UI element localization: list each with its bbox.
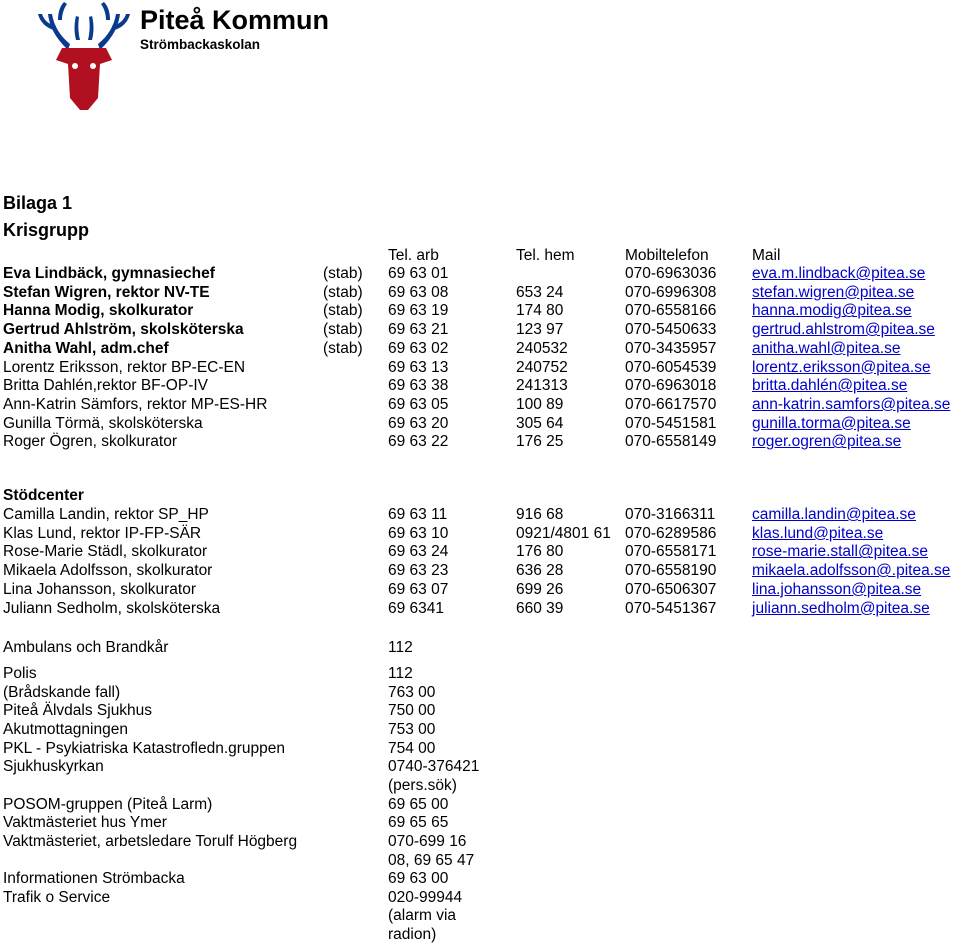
person-name: Stefan Wigren, rektor NV-TE (3, 283, 210, 301)
tel-hem: 174 80 (516, 302, 564, 320)
tel-hem: 653 24 (516, 283, 564, 301)
service-number: 763 00 (388, 684, 436, 701)
mail-link[interactable]: juliann.sedholm@pitea.se (752, 599, 930, 617)
mail-link[interactable]: hanna.modig@pitea.se (752, 302, 912, 320)
service-name: Trafik o Service (3, 889, 111, 906)
org-name: Piteå Kommun (140, 5, 330, 35)
service-name: Vaktmästeriet, arbetsledare Torulf Högberg (3, 833, 298, 850)
service-number: 020-99944 (388, 889, 463, 906)
service-number: 0740-376421 (388, 758, 480, 775)
tel-hem: 0921/4801 61 (516, 524, 611, 542)
mail-link[interactable]: mikaela.adolfsson@.pitea.se (752, 562, 951, 580)
service-name: Polis (3, 665, 37, 682)
mail-link[interactable]: gunilla.torma@pitea.se (752, 414, 911, 432)
stab-marker: (stab) (323, 302, 363, 320)
stab-marker: (stab) (323, 283, 363, 301)
tel-hem: 241313 (516, 377, 568, 395)
person-name: Roger Ögren, skolkurator (3, 433, 178, 451)
service-name: Vaktmästeriet hus Ymer (3, 814, 167, 831)
mail-link[interactable]: camilla.landin@pitea.se (752, 506, 916, 523)
mail-link[interactable]: britta.dahlén@pitea.se (752, 377, 908, 395)
mail-link[interactable]: lina.johansson@pitea.se (752, 580, 922, 598)
mail-link[interactable]: stefan.wigren@pitea.se (752, 283, 915, 301)
service-number: radion) (388, 926, 437, 943)
service-name: Piteå Älvdals Sjukhus (3, 702, 153, 719)
tel-hem: 699 26 (516, 580, 564, 598)
tel-arb: 69 63 38 (388, 377, 449, 395)
service-name: Sjukhuskyrkan (3, 758, 104, 775)
person-name: Lorentz Eriksson, rektor BP-EC-EN (3, 358, 246, 376)
tel-hem: 100 89 (516, 395, 564, 413)
mail-link[interactable]: gertrud.ahlstrom@pitea.se (752, 321, 935, 339)
person-name: Klas Lund, rektor IP-FP-SÄR (3, 524, 202, 542)
tel-hem: 176 80 (516, 543, 564, 561)
service-number: 070-699 16 (388, 833, 467, 850)
school-name: Strömbackaskolan (140, 37, 261, 52)
service-name: Informationen Strömbacka (3, 870, 185, 887)
tel-arb: 69 63 02 (388, 339, 449, 357)
tel-arb: 69 63 13 (388, 358, 449, 376)
mail-link[interactable]: klas.lund@pitea.se (752, 524, 884, 542)
mobile-phone: 070-6963036 (625, 265, 717, 282)
tel-hem: 660 39 (516, 599, 564, 617)
tel-hem: 916 68 (516, 506, 564, 523)
stab-marker: (stab) (323, 321, 363, 339)
tel-hem: 240532 (516, 339, 568, 357)
person-name: Juliann Sedholm, skolsköterska (3, 599, 221, 617)
mail-link[interactable]: lorentz.eriksson@pitea.se (752, 358, 931, 376)
tel-arb: 69 63 21 (388, 321, 449, 339)
mobile-phone: 070-6506307 (625, 580, 717, 598)
tel-arb: 69 63 24 (388, 543, 449, 561)
mobile-phone: 070-6996308 (625, 283, 717, 301)
mobile-phone: 070-3435957 (625, 339, 717, 357)
mobile-phone: 070-6054539 (625, 358, 717, 376)
mobile-phone: 070-6289586 (625, 524, 717, 542)
mail-link[interactable]: eva.m.lindback@pitea.se (752, 265, 926, 282)
service-number: 69 65 00 (388, 796, 449, 813)
person-name: Gertrud Ahlström, skolsköterska (3, 321, 244, 339)
service-number: 750 00 (388, 702, 436, 719)
service-name: Ambulans och Brandkår (3, 639, 169, 656)
service-number: (pers.sök) (388, 777, 457, 794)
service-name: PKL - Psykiatriska Katastrofledn.gruppen (3, 740, 286, 757)
stab-marker: (stab) (323, 265, 363, 282)
service-number: 753 00 (388, 721, 436, 738)
service-number: (alarm via (388, 907, 457, 924)
tel-arb: 69 63 08 (388, 283, 449, 301)
person-name: Hanna Modig, skolkurator (3, 302, 194, 320)
tel-hem: 176 25 (516, 433, 564, 451)
tel-arb: 69 63 23 (388, 562, 449, 580)
person-name: Anitha Wahl, adm.chef (3, 339, 169, 357)
tel-hem: 305 64 (516, 414, 564, 432)
mobile-phone: 070-6963018 (625, 377, 717, 395)
tel-arb: 69 63 11 (388, 506, 448, 523)
tel-arb: 69 63 20 (388, 414, 449, 432)
tel-hem: 123 97 (516, 321, 564, 339)
tel-arb: 69 63 10 (388, 524, 449, 542)
person-name: Britta Dahlén,rektor BF-OP-IV (3, 377, 209, 395)
tel-arb: 69 63 01 (388, 265, 449, 282)
service-number: 69 65 65 (388, 814, 449, 831)
person-name: Lina Johansson, skolkurator (3, 580, 197, 598)
person-name: Eva Lindbäck, gymnasiechef (3, 265, 215, 282)
service-name: POSOM-gruppen (Piteå Larm) (3, 796, 213, 813)
service-number: 69 63 00 (388, 870, 449, 887)
mobile-phone: 070-6558149 (625, 433, 717, 451)
mobile-phone: 070-6558190 (625, 562, 717, 580)
section-heading-krisgrupp: Krisgrupp (3, 220, 90, 240)
service-number: 08, 69 65 47 (388, 852, 475, 869)
stab-marker: (stab) (323, 339, 363, 357)
tel-arb: 69 6341 (388, 599, 445, 617)
mobile-phone: 070-6558166 (625, 302, 717, 320)
mobile-phone: 070-3166311 (625, 506, 716, 523)
mobile-phone: 070-5450633 (625, 321, 717, 339)
section-heading-stodcenter: Stödcenter (3, 487, 84, 504)
mail-link[interactable]: rose-marie.stall@pitea.se (752, 543, 928, 561)
service-name: (Brådskande fall) (3, 684, 121, 701)
mail-link[interactable]: ann-katrin.samfors@pitea.se (752, 395, 951, 413)
tel-hem: 240752 (516, 358, 568, 376)
mobile-phone: 070-6558171 (625, 543, 717, 561)
mobile-phone: 070-5451367 (625, 599, 717, 617)
person-name: Gunilla Törmä, skolsköterska (3, 414, 203, 432)
tel-arb: 69 63 22 (388, 433, 449, 451)
tel-arb: 69 63 19 (388, 302, 449, 320)
person-name: Mikaela Adolfsson, skolkurator (3, 562, 213, 580)
mobile-phone: 070-6617570 (625, 395, 717, 413)
tel-arb: 69 63 05 (388, 395, 449, 413)
tel-hem: 636 28 (516, 562, 564, 580)
person-name: Ann-Katrin Sämfors, rektor MP-ES-HR (3, 395, 268, 413)
mail-link[interactable]: roger.ogren@pitea.se (752, 433, 902, 451)
page-title: Bilaga 1 (3, 193, 73, 213)
service-number: 112 (388, 665, 413, 682)
col-header-tel-hem: Tel. hem (516, 247, 575, 264)
col-header-mail: Mail (752, 247, 781, 264)
col-header-mobil: Mobiltelefon (625, 247, 709, 264)
col-header-tel-arb: Tel. arb (388, 247, 439, 264)
pitea-reindeer-logo (28, 0, 140, 112)
tel-arb: 69 63 07 (388, 580, 449, 598)
service-number: 754 00 (388, 740, 436, 757)
mobile-phone: 070-5451581 (625, 414, 717, 432)
person-name: Rose-Marie Städl, skolkurator (3, 543, 208, 561)
mail-link[interactable]: anitha.wahl@pitea.se (752, 339, 901, 357)
person-name: Camilla Landin, rektor SP_HP (3, 506, 209, 523)
service-number: 112 (388, 639, 413, 656)
service-name: Akutmottagningen (3, 721, 128, 738)
